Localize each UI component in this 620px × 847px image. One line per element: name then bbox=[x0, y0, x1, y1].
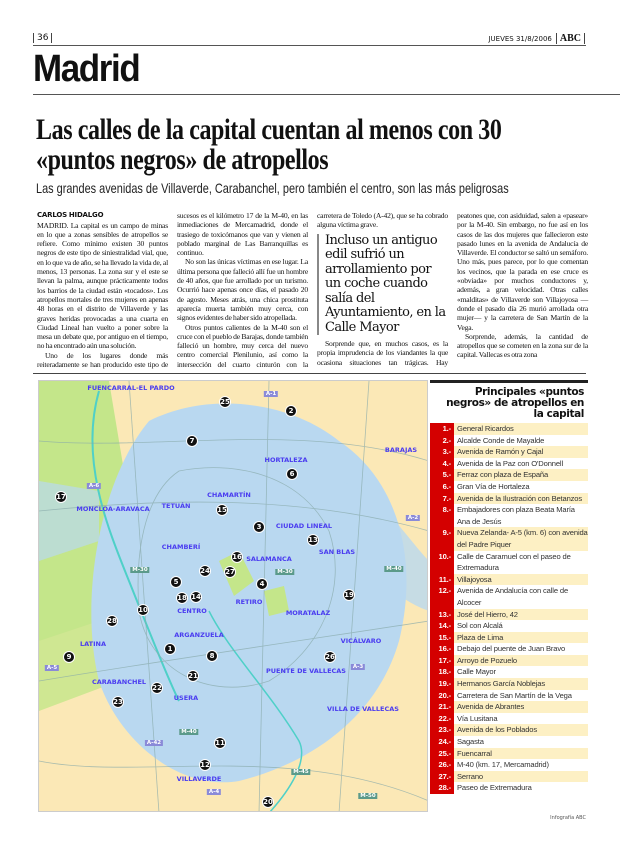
pull-quote: Incluso un antiguo edil sufrió un arrollamiento por un coche cuando salía del Ayuntamiento, en la Calle Mayor bbox=[317, 234, 448, 336]
map-marker[interactable]: 21 bbox=[188, 672, 198, 680]
item-number: 19.- bbox=[438, 679, 451, 689]
list-item bbox=[430, 678, 588, 690]
map-marker[interactable]: 1 bbox=[164, 643, 176, 655]
item-location: Fuencarral bbox=[454, 748, 588, 760]
district-label: VICÁLVARO bbox=[340, 637, 382, 645]
road-label: A-5 bbox=[46, 665, 58, 671]
item-number: 8.- bbox=[442, 505, 451, 515]
map-marker[interactable]: 6 bbox=[286, 468, 298, 480]
map bbox=[38, 380, 428, 812]
map-marker[interactable]: 18 bbox=[177, 594, 187, 602]
map-marker[interactable]: 4 bbox=[256, 578, 268, 590]
map-marker[interactable]: 22 bbox=[152, 684, 162, 692]
subheadline: Las grandes avenidas de Villaverde, Carabanchel, pero también el centro, son las más peligrosas bbox=[36, 180, 509, 196]
map-marker[interactable]: 14 bbox=[191, 593, 201, 601]
road-label: M-30 bbox=[132, 567, 148, 573]
list-item bbox=[430, 481, 588, 493]
item-number: 27.- bbox=[438, 771, 451, 781]
item-number: 18.- bbox=[438, 667, 451, 677]
section-title: Madrid bbox=[33, 48, 140, 90]
district-label: FUENCARRAL-EL PARDO bbox=[87, 384, 175, 392]
map-marker[interactable]: 15 bbox=[217, 506, 227, 514]
item-location: Plaza de Lima bbox=[454, 632, 588, 644]
map-marker[interactable]: 24 bbox=[200, 567, 210, 575]
paragraph: Otros puntos calientes de la M-40 son el cruce con el pueblo de Barajas, donde también falleció un hombre, muy cerca del nuevo centro comercial Plenilunio, así como la intersección del cuarto cinturón con la carretera de Toledo (A-42), que se ha cobrado alguna víctima grave. bbox=[177, 211, 448, 369]
paragraph: Sorprende, además, la cantidad de atropellos que se cometen en la zona sur de la capital. Vallecas es otra zona bbox=[457, 331, 588, 360]
dateline bbox=[488, 33, 585, 44]
district-label: TETUÁN bbox=[161, 502, 191, 510]
black-spots-list bbox=[430, 423, 588, 794]
item-location: Paseo de Extremadura bbox=[457, 783, 532, 793]
road-label: M-40 bbox=[181, 729, 197, 735]
road-label: A-2 bbox=[407, 515, 419, 521]
paragraph: Uno de los lugares donde más reiteradamente se han producido este tipo de sucesos es el kilómetro 17 de la M-40, en las inmediaciones de Mercamadrid, donde el trasiego de toxicómanos que van y vienen al poblado marginal de Las Barranquillas es continuo. bbox=[37, 211, 308, 370]
item-location: Avenida de Abrantes bbox=[454, 701, 588, 713]
map-marker[interactable]: 2 bbox=[285, 405, 297, 417]
paragraph: MADRID. La capital es un campo de minas en lo que a zonas sensibles de atropellos se refiere. Como mínimo existen 30 puntos negros de este tipo de siniestralidad vial, que, en lo que va de año, se ha llevado la vida de, al menos, 13 personas. La zona sur y el este se llevan la palma, aunque prácticamente todos los barrios de la ciudad están «tocados». Los atropellos mortales de tres mujeres en apenas 48 horas en el distrito de Villaverde y las graves heridas provocadas a una cuarta en Ciudad Lineal han vuelto a poner sobre la mesa un debate que, por antiguo en el tiempo, no ha encontrado aún una solución. bbox=[37, 220, 168, 351]
item-location: Sagasta bbox=[457, 737, 484, 747]
item-number: 12.- bbox=[438, 586, 451, 596]
list-item bbox=[430, 609, 588, 621]
item-location: Ferraz con plaza de España bbox=[454, 469, 588, 481]
panel-title: Principales «puntos negros» de atropellos en la capital bbox=[430, 380, 588, 423]
item-number: 22.- bbox=[438, 713, 451, 723]
district-label: CIUDAD LINEAL bbox=[275, 522, 333, 530]
item-location: Calle de Caramuel con el paseo de Extremadura bbox=[457, 551, 571, 573]
map-marker[interactable]: 11 bbox=[215, 739, 225, 747]
byline: CARLOS HIDALGO bbox=[37, 211, 104, 219]
road-label: M-30 bbox=[277, 569, 293, 575]
list-item bbox=[430, 736, 588, 748]
item-location: Alcalde Conde de Mayalde bbox=[457, 435, 545, 445]
list-item bbox=[430, 632, 588, 644]
paragraph: Sorprende que, en muchos casos, es la propia imprudencia de los viandantes la que ocasiona situaciones tan trágicas. Hay peatones que, con asiduidad, salen a «pasear» por la M-40. Sin embargo, no fue así en los casos de las dos mujeres que fallecieron este pasado lunes en la avenida de Andalucía de Villaverde. El conductor se saltó un semáforo. Uno más, pues parece, por lo que comentan los vecinos, que la parada en ese cruce es «obviada» por muchos conductores y, además, a gran velocidad. Otras calles «malditas» de Villaverde son Villajoyosa —donde el pasado día 26 murió arrollada otra mujer— y la carretera de San Martín de la Vega. bbox=[317, 211, 588, 367]
list-item bbox=[430, 666, 588, 678]
item-location: Calle Mayor bbox=[457, 667, 496, 677]
map-marker[interactable]: 9 bbox=[63, 651, 75, 663]
map-marker[interactable]: 5 bbox=[170, 576, 182, 588]
list-item bbox=[430, 435, 588, 447]
district-label: LATINA bbox=[80, 640, 106, 648]
item-number: 7.- bbox=[442, 493, 451, 503]
list-item bbox=[430, 655, 588, 667]
item-number: 21.- bbox=[438, 702, 451, 712]
list-item bbox=[430, 574, 588, 586]
map-marker[interactable]: 25 bbox=[220, 398, 230, 406]
district-label: CHAMBERÍ bbox=[161, 543, 201, 551]
district-label: USERA bbox=[173, 694, 199, 702]
black-spots-panel bbox=[430, 380, 588, 812]
item-location: Carretera de San Martín de la Vega bbox=[457, 690, 572, 700]
district-label: VILLA DE VALLECAS bbox=[327, 705, 399, 713]
list-item bbox=[430, 504, 588, 527]
item-number: 6.- bbox=[442, 481, 451, 491]
item-location: Arroyo de Pozuelo bbox=[454, 655, 588, 667]
map-marker[interactable]: 27 bbox=[225, 568, 235, 576]
item-number: 17.- bbox=[438, 655, 451, 665]
item-location: M-40 (km. 17, Mercamadrid) bbox=[457, 760, 549, 770]
district-label: CARABANCHEL bbox=[91, 678, 147, 686]
map-marker[interactable]: 17 bbox=[56, 493, 66, 501]
list-item bbox=[430, 701, 588, 713]
item-number: 20.- bbox=[438, 690, 451, 700]
item-number: 24.- bbox=[438, 737, 451, 747]
list-item bbox=[430, 551, 588, 574]
page-number: 36 bbox=[33, 33, 52, 43]
district-label: BARAJAS bbox=[384, 446, 418, 454]
list-item bbox=[430, 759, 588, 771]
item-location: Villajoyosa bbox=[454, 574, 588, 586]
item-location: Avenida de la Ilustración con Betanzos bbox=[454, 493, 588, 505]
map-marker[interactable]: 13 bbox=[308, 536, 318, 544]
item-number: 1.- bbox=[442, 424, 451, 433]
map-marker[interactable]: 20 bbox=[263, 798, 273, 806]
item-location: Avenida de la Paz con O'Donnell bbox=[457, 458, 563, 468]
paper-name: ABC bbox=[556, 33, 585, 44]
item-number: 11.- bbox=[438, 574, 451, 584]
list-item bbox=[430, 748, 588, 760]
map-marker[interactable]: 10 bbox=[138, 606, 148, 614]
item-location: Avenida de los Poblados bbox=[454, 724, 588, 736]
road-label: A-6 bbox=[88, 483, 100, 489]
item-number: 26.- bbox=[438, 760, 451, 770]
item-location: Avenida de Andalucía con calle de Alcocer bbox=[457, 586, 569, 607]
item-location: José del Hierro, 42 bbox=[454, 609, 588, 621]
item-number: 2.- bbox=[442, 435, 451, 445]
item-number: 14.- bbox=[438, 621, 451, 631]
item-number: 13.- bbox=[438, 609, 451, 619]
list-item bbox=[430, 782, 588, 794]
list-item bbox=[430, 585, 588, 608]
list-item bbox=[430, 423, 588, 435]
item-number: 25.- bbox=[438, 748, 451, 758]
item-number: 4.- bbox=[442, 458, 451, 468]
item-location: Nueva Zelanda- A-5 (km. 6) con avenida del Padre Piquer bbox=[454, 527, 588, 550]
list-item bbox=[430, 690, 588, 702]
district-label: MORATALAZ bbox=[285, 609, 331, 617]
district-label: PUENTE DE VALLECAS bbox=[266, 667, 346, 675]
district-label: ARGANZUELA bbox=[174, 631, 224, 639]
list-item bbox=[430, 620, 588, 632]
map-marker[interactable]: 28 bbox=[107, 617, 117, 625]
road-label: A-3 bbox=[352, 664, 364, 670]
road-label: M-50 bbox=[360, 793, 376, 799]
headline: Las calles de la capital cuentan al menos con 30 «puntos negros» de atropellos bbox=[36, 113, 502, 176]
district-label: SAN BLAS bbox=[318, 548, 356, 556]
article-body bbox=[37, 211, 588, 371]
map-marker[interactable]: 23 bbox=[113, 698, 123, 706]
item-number: 23.- bbox=[438, 725, 451, 735]
road-label: A-4 bbox=[208, 789, 220, 795]
district-label: VILLAVERDE bbox=[176, 775, 222, 783]
item-location: General Ricardos bbox=[454, 423, 588, 435]
item-location: Embajadores con plaza Beata María Ana de Jesús bbox=[457, 505, 575, 526]
item-location: Sol con Alcalá bbox=[457, 621, 503, 631]
item-number: 16.- bbox=[438, 644, 451, 654]
divider bbox=[33, 45, 586, 46]
list-item bbox=[430, 469, 588, 481]
map-marker[interactable]: 3 bbox=[253, 521, 265, 533]
map-marker[interactable]: 12 bbox=[200, 761, 210, 769]
list-item bbox=[430, 446, 588, 458]
date: JUEVES 31/8/2006 bbox=[488, 34, 552, 43]
list-item bbox=[430, 493, 588, 505]
paragraph: No son las únicas víctimas en ese lugar. La última persona que falleció allí fue un hombre de 40 años, que fue arrollado por un turismo. Ocurrió hace apenas once días, el pasado 20 de agosto. Meses atrás, una chica prostituta aparecía muerta también muy cerca, con signos evidentes de haber sido atropellada. bbox=[177, 257, 308, 323]
map-marker[interactable]: 19 bbox=[344, 591, 354, 599]
item-location: Vía Lusitana bbox=[457, 713, 498, 723]
item-number: 9.- bbox=[442, 528, 451, 538]
district-label: HORTALEZA bbox=[264, 456, 308, 464]
district-label: SALAMANCA bbox=[246, 555, 292, 563]
item-location: Avenida de Ramón y Cajal bbox=[454, 446, 588, 458]
list-item bbox=[430, 527, 588, 550]
item-number: 28.- bbox=[438, 783, 451, 793]
district-label: MONCLOA-ARAVACA bbox=[76, 505, 150, 513]
item-number: 15.- bbox=[438, 632, 451, 642]
district-label: CENTRO bbox=[177, 607, 207, 615]
district-label: RETIRO bbox=[235, 598, 263, 606]
item-number: 5.- bbox=[442, 470, 451, 480]
list-item bbox=[430, 643, 588, 655]
map-marker[interactable]: 26 bbox=[325, 653, 335, 661]
item-location: Hermanos García Noblejas bbox=[454, 678, 588, 690]
list-item bbox=[430, 713, 588, 725]
road-label: A-1 bbox=[265, 391, 277, 397]
list-item bbox=[430, 771, 588, 783]
list-item bbox=[430, 458, 588, 470]
map-marker[interactable]: 8 bbox=[206, 650, 218, 662]
divider bbox=[33, 94, 620, 95]
item-location: Gran Vía de Hortaleza bbox=[457, 481, 530, 491]
map-marker[interactable]: 7 bbox=[186, 435, 198, 447]
road-label: A-42 bbox=[146, 740, 162, 746]
district-label: CHAMARTÍN bbox=[207, 491, 251, 499]
item-number: 3.- bbox=[442, 447, 451, 457]
divider bbox=[33, 373, 586, 374]
credit: Infografía ABC bbox=[550, 815, 586, 821]
map-marker[interactable]: 16 bbox=[232, 553, 242, 561]
item-location: Serrano bbox=[454, 771, 588, 783]
road-label: M-45 bbox=[293, 769, 309, 775]
map-background bbox=[39, 381, 428, 812]
item-number: 10.- bbox=[438, 551, 451, 561]
road-label: M-40 bbox=[386, 566, 402, 572]
list-item bbox=[430, 724, 588, 736]
item-location: Debajo del puente de Juan Bravo bbox=[457, 644, 566, 654]
